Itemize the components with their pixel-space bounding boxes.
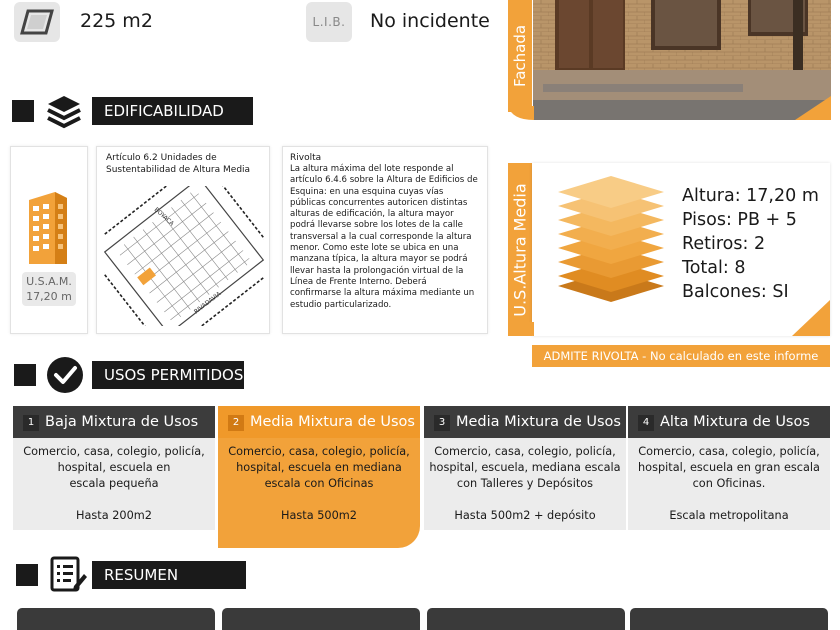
uso-line: escala con Oficinas	[264, 477, 374, 490]
area-value: 225 m2	[80, 10, 153, 32]
fachada-label: Fachada	[511, 24, 529, 88]
stacked-floors-icon	[552, 170, 670, 320]
uso-title: Baja Mixtura de Usos	[45, 414, 199, 430]
uso-line: con Talleres y Depósitos	[456, 477, 594, 490]
edificabilidad-title: EDIFICABILIDAD	[92, 97, 253, 125]
uso-title: Alta Mixtura de Usos	[660, 414, 810, 430]
lib-label: L.I.B.	[312, 15, 346, 29]
uso-line: hospital, escuela en mediana	[236, 461, 402, 474]
uso-line: Comercio, casa, colegio, policía,	[228, 445, 410, 458]
usos-title: USOS PERMITIDOS	[92, 361, 244, 389]
fachada-tab	[508, 0, 532, 112]
pisos-item: Pisos: PB + 5	[682, 210, 797, 230]
rivolta-title: Rivolta	[290, 153, 322, 163]
uso-line: Comercio, casa, colegio, policía,	[434, 445, 616, 458]
balcones-item: Balcones: SI	[682, 282, 789, 302]
uso-col-1	[13, 406, 215, 530]
resumen-card-2	[222, 608, 420, 630]
uso-title: Media Mixtura de Usos	[250, 414, 415, 430]
usam-line2: 17,20 m	[26, 290, 72, 303]
facade-corner-accent	[795, 96, 831, 120]
resumen-title: RESUMEN	[92, 561, 246, 589]
document-list-icon	[48, 554, 88, 594]
usos-square	[14, 364, 36, 386]
uso-body	[218, 438, 420, 548]
uso-size: Hasta 500m2 + depósito	[454, 509, 596, 522]
layers-icon	[44, 92, 84, 132]
area-icon	[20, 8, 54, 36]
uso-line: con Oficinas.	[692, 477, 766, 490]
uso-title: Media Mixtura de Usos	[456, 414, 621, 430]
rivolta-body: La altura máxima del lote responde al artículo 6.4.6 sobre la Altura de Edificios de Esquina: en una esquina cuyas vías públicas concurrentes autoricen distintas alturas de edificación, la altura mayor podrá llevarse sobre los lotes de la calle transversal a la cual corresponde la altura menor. Como este lote se ubica en una manzana típica, la altura mayor se podrá llevar hasta la prolongación virtual de la Línea de Frente Interno. Deberá confirmarse la altura máxima mediante un estudio particularizado.	[290, 164, 478, 310]
alt-card-corner-accent	[792, 300, 830, 336]
admite-rivolta-banner: ADMITE RIVOLTA - No calculado en este informe	[532, 345, 830, 367]
uso-line: Comercio, casa, colegio, policía,	[638, 445, 820, 458]
articulo-title: Artículo 6.2 Unidades de Sustentabilidad de Altura Media	[106, 153, 251, 175]
uso-head	[13, 406, 215, 438]
altura-item: Altura: 17,20 m	[682, 186, 819, 206]
facade-photo	[533, 0, 831, 120]
uso-num: 3	[434, 415, 450, 431]
resumen-card-4	[630, 608, 828, 630]
uso-num: 2	[228, 415, 244, 431]
uso-line: Comercio, casa, colegio, policía,	[23, 445, 205, 458]
fachada-tab-curve	[508, 106, 534, 120]
uso-body	[628, 438, 830, 530]
uso-line: escala pequeña	[69, 477, 159, 490]
uso-body	[13, 438, 215, 530]
usam-line1: U.S.A.M.	[26, 275, 72, 288]
alt-tab-curve	[508, 322, 534, 336]
altura-media-tab	[508, 163, 532, 336]
resumen-card-1	[17, 608, 215, 630]
uso-col-2	[218, 406, 420, 548]
uso-line: hospital, escuela en	[57, 461, 171, 474]
building-icon	[25, 190, 71, 266]
uso-head	[628, 406, 830, 438]
uso-size: Escala metropolitana	[669, 509, 789, 522]
uso-line: hospital, escuela, mediana escala	[429, 461, 621, 474]
lib-value: No incidente	[370, 10, 490, 32]
uso-col-3	[424, 406, 626, 530]
usam-label	[22, 272, 76, 306]
uso-num: 1	[23, 415, 39, 431]
uso-num: 4	[638, 415, 654, 431]
uso-head	[424, 406, 626, 438]
map-street-2: RIVADAVIA	[192, 290, 223, 316]
resumen-card-3	[427, 608, 625, 630]
retiros-item: Retiros: 2	[682, 234, 766, 254]
edificabilidad-square	[12, 100, 34, 122]
map-street-1: BOYACA	[152, 206, 176, 228]
uso-col-4	[628, 406, 830, 530]
check-circle-icon	[46, 356, 84, 394]
altura-media-label: U.S.Altura Media	[510, 182, 530, 317]
lib-icon-box	[306, 2, 352, 42]
uso-body	[424, 438, 626, 530]
uso-size: Hasta 500m2	[280, 509, 357, 522]
total-item: Total: 8	[682, 258, 746, 278]
block-map	[104, 186, 264, 326]
uso-line: hospital, escuela en gran escala	[638, 461, 820, 474]
uso-size: Hasta 200m2	[75, 509, 152, 522]
uso-head	[218, 406, 420, 438]
area-icon-box	[14, 2, 60, 42]
resumen-square	[16, 564, 38, 586]
